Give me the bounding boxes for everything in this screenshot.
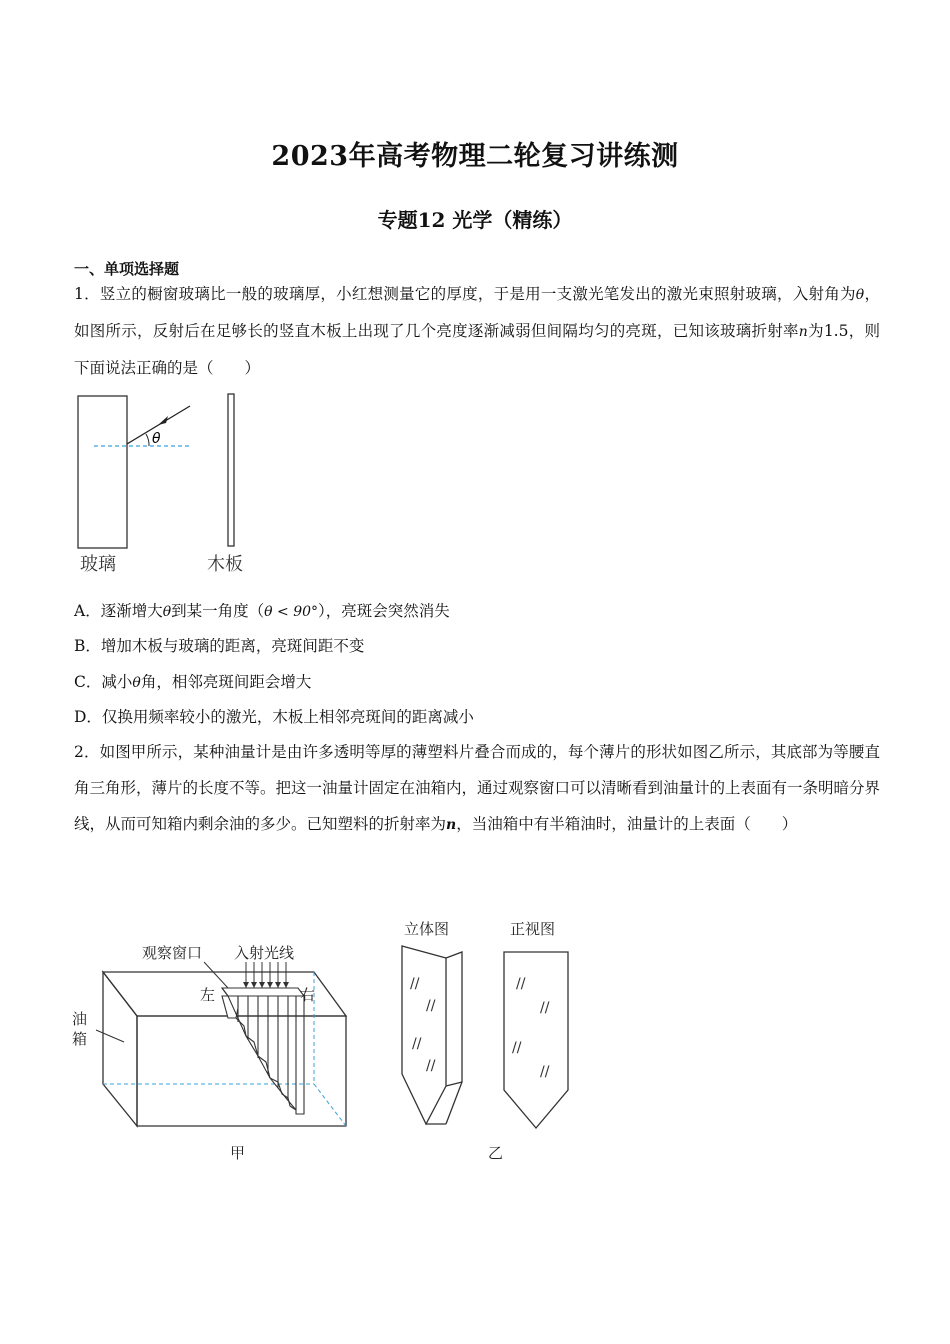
window-label: 观察窗口 [142,944,203,962]
tank-front [137,1016,346,1126]
option-a-pre: A．逐渐增大 [74,602,163,620]
tank-pointer [96,1030,124,1042]
option-c-post: 角，相邻亮斑间距会增大 [140,673,312,691]
front-label: 正视图 [510,920,556,938]
q1-text-c: 为1.5，则下面说法正确的是（ ） [74,322,880,377]
q1-theta: θ [855,287,865,303]
incident-rays [246,962,286,988]
option-a-theta: θ [162,604,172,620]
hidden-edge-diag [314,1084,346,1126]
q2-text-b: ，当油箱中有半箱油时，油量计的上表面（ ） [456,815,798,833]
window-pointer [204,962,228,988]
yi-label: 乙 [488,1144,504,1162]
option-a-mid: 到某一角度（ [171,602,265,620]
q2-n: n [446,817,457,833]
section-heading: 一、单项选择题 [74,260,180,278]
oil-gauge-stack [222,988,304,1114]
jia-label: 甲 [230,1144,246,1162]
tank-label-2: 箱 [72,1030,88,1048]
hatch-6: // [540,1000,550,1016]
option-a-condition: θ < 90° [264,604,319,620]
hatch-2: // [426,998,436,1014]
board-label: 木板 [207,554,243,575]
q1-text-a: 1．竖立的橱窗玻璃比一般的玻璃厚，小红想测量它的厚度，于是用一支激光笔发出的激光束照射玻璃，入射角为 [74,285,856,303]
glass-label: 玻璃 [80,554,116,575]
right-label: 右 [300,986,316,1004]
question-2-text [74,734,880,843]
hatch-5: // [516,976,526,992]
figure-jia [66,938,366,1168]
tank-label-1: 油 [72,1010,88,1028]
hatch-7: // [512,1040,522,1056]
angle-label: θ [152,431,161,447]
figure-yi [390,912,580,1168]
question-1-text [74,276,880,386]
hatch-4: // [426,1058,436,1074]
option-c-theta: θ [132,675,141,691]
q2-text-a: 2．如图甲所示，某种油量计是由许多透明等厚的薄塑料片叠合而成的，每个薄片的形状如图乙所示，其底部为等腰直角三角形，薄片的长度不等。把这一油量计固定在油箱内，通过观察窗口可以清晰看到油量计的上表面有一条明暗分界线，从而可知箱内剩余油的多少。已知塑料的折射率为 [74,743,881,833]
q1-figure [70,388,270,578]
ray-label: 入射光线 [234,944,295,962]
q1-text-b: ，如图所示，反射后在足够长的竖直木板上出现了几个亮度逐渐减弱但间隔均匀的亮斑，已知该玻璃折射率 [74,285,880,340]
q1-n: n [798,324,808,340]
option-b: B．增加木板与玻璃的距离，亮斑间距不变 [74,637,365,655]
hatch-3: // [412,1036,422,1052]
hatch-8: // [540,1064,550,1080]
option-c-pre: C．减小 [74,673,133,691]
page-subtitle: 专题12 光学（精练） [377,208,573,232]
tank-left-side [103,972,137,1126]
left-label: 左 [200,986,216,1004]
stereo-view-sheet [402,946,462,1124]
hatch-1: // [410,976,420,992]
stereo-label: 立体图 [404,920,450,938]
option-d: D．仅换用频率较小的激光，木板上相邻亮斑间的距离减小 [74,708,474,726]
option-a-post: ），亮斑会突然消失 [318,602,450,620]
glass-pane [78,396,127,548]
angle-arc [146,434,149,446]
option-a [74,600,450,623]
option-c [74,671,311,694]
page-title: 2023年高考物理二轮复习讲练测 [271,141,679,172]
wood-board [228,394,234,546]
